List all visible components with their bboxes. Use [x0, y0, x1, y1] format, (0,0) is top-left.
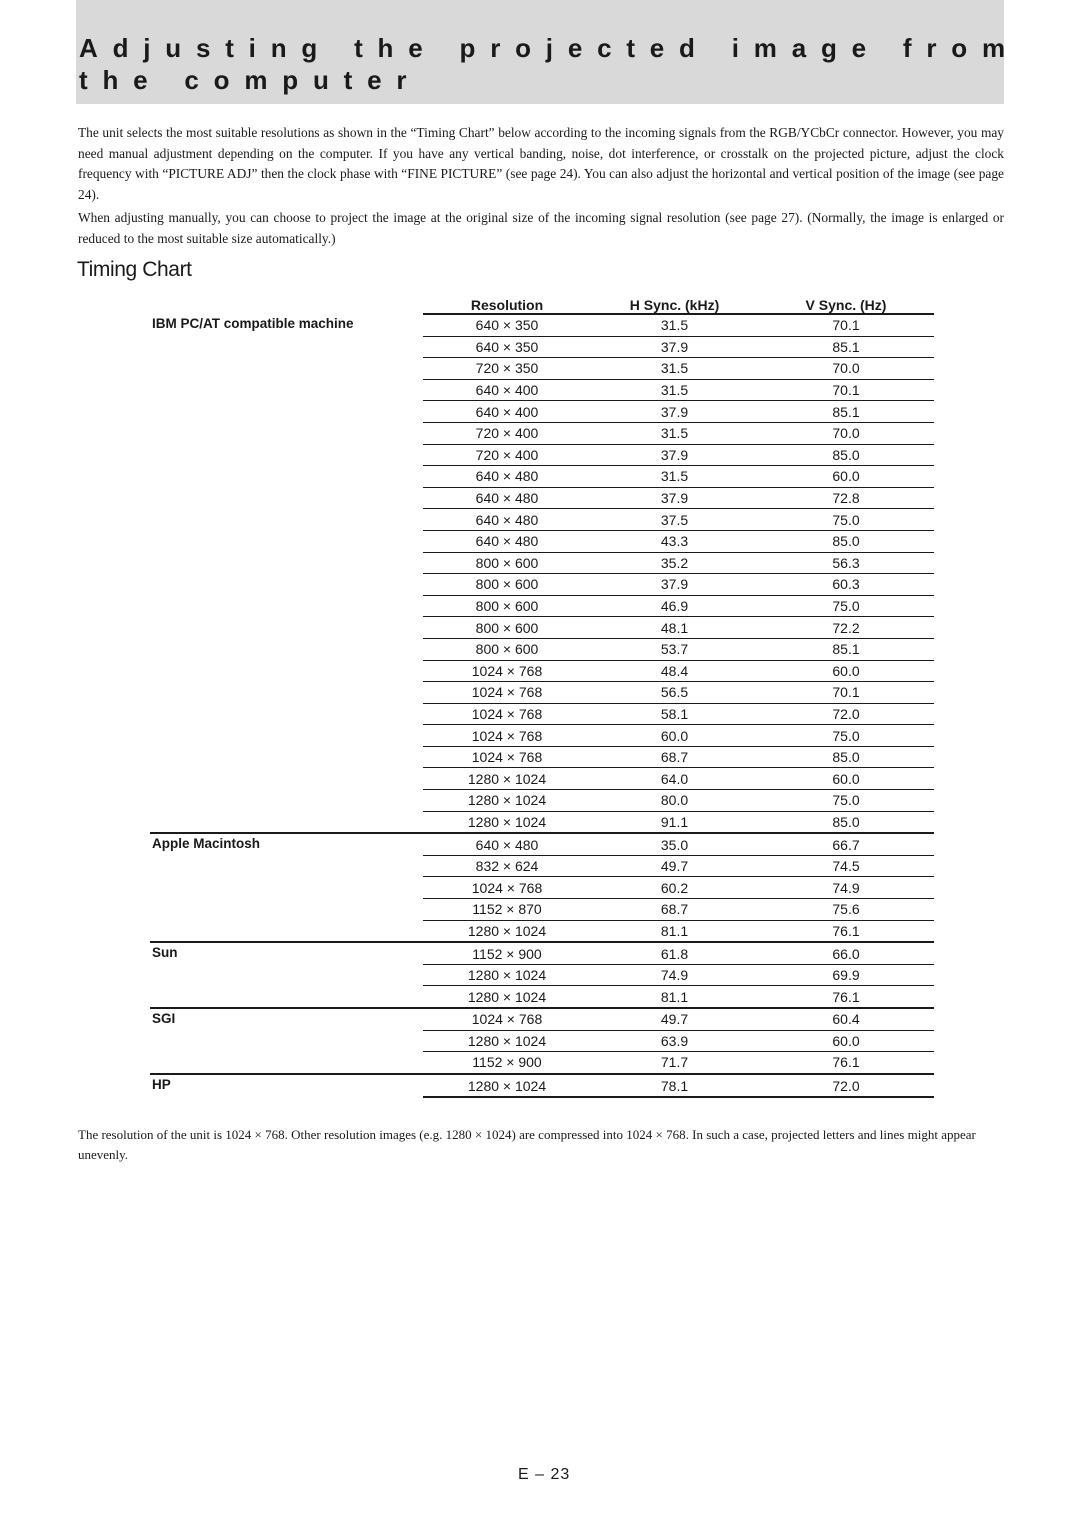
- v-sync-cell: 85.1: [758, 401, 934, 423]
- h-sync-cell: 58.1: [591, 703, 758, 725]
- table-header-row: [150, 291, 934, 314]
- resolution-cell: 1024 × 768: [423, 703, 591, 725]
- v-sync-cell: 70.0: [758, 358, 934, 380]
- machine-group-label: SGI: [150, 1008, 423, 1074]
- intro-paragraph-2: When adjusting manually, you can choose to project the image at the original size of the incoming signal resolution (see page 27). (Normally, the image is enlarged or reduced to the most suitable size automatically.): [78, 210, 1004, 246]
- h-sync-cell: 91.1: [591, 811, 758, 833]
- page-title-line-1: Adjusting the projected image from: [79, 33, 1020, 63]
- v-sync-cell: 85.1: [758, 336, 934, 358]
- h-sync-cell: 53.7: [591, 638, 758, 660]
- resolution-cell: 640 × 400: [423, 379, 591, 401]
- v-sync-cell: 75.0: [758, 790, 934, 812]
- h-sync-cell: 48.1: [591, 617, 758, 639]
- resolution-cell: 720 × 400: [423, 444, 591, 466]
- v-sync-cell: 72.0: [758, 1074, 934, 1098]
- v-sync-cell: 75.6: [758, 899, 934, 921]
- h-sync-cell: 31.5: [591, 314, 758, 336]
- h-sync-cell: 31.5: [591, 358, 758, 380]
- resolution-cell: 800 × 600: [423, 574, 591, 596]
- h-sync-cell: 71.7: [591, 1052, 758, 1074]
- v-sync-cell: 69.9: [758, 964, 934, 986]
- h-sync-cell: 74.9: [591, 964, 758, 986]
- h-sync-cell: 35.0: [591, 833, 758, 855]
- header-v-sync: V Sync. (Hz): [758, 291, 934, 314]
- v-sync-cell: 85.0: [758, 444, 934, 466]
- v-sync-cell: 85.0: [758, 746, 934, 768]
- resolution-cell: 640 × 480: [423, 833, 591, 855]
- h-sync-cell: 56.5: [591, 682, 758, 704]
- v-sync-cell: 76.1: [758, 1052, 934, 1074]
- page-title-banner: [76, 0, 1020, 104]
- h-sync-cell: 60.0: [591, 725, 758, 747]
- timing-chart-table: [150, 291, 934, 1098]
- v-sync-cell: 72.2: [758, 617, 934, 639]
- v-sync-cell: 75.0: [758, 595, 934, 617]
- h-sync-cell: 37.9: [591, 401, 758, 423]
- resolution-cell: 720 × 400: [423, 422, 591, 444]
- machine-group-label: HP: [150, 1074, 423, 1098]
- h-sync-cell: 68.7: [591, 746, 758, 768]
- resolution-cell: 1280 × 1024: [423, 790, 591, 812]
- v-sync-cell: 66.0: [758, 942, 934, 964]
- table-row: [150, 1074, 934, 1098]
- v-sync-cell: 66.7: [758, 833, 934, 855]
- h-sync-cell: 81.1: [591, 986, 758, 1008]
- table-row: [150, 833, 934, 855]
- v-sync-cell: 72.8: [758, 487, 934, 509]
- v-sync-cell: 85.1: [758, 638, 934, 660]
- h-sync-cell: 31.5: [591, 379, 758, 401]
- v-sync-cell: 70.0: [758, 422, 934, 444]
- intro-paragraph-1: The unit selects the most suitable resolutions as shown in the “Timing Chart” below according to the incoming signals from the RGB/YCbCr connector. However, you may need manual adjustment depending on the computer. If you have any vertical banding, noise, dot interference, or crosstalk on the projected picture, adjust the clock frequency with “PICTURE ADJ” then the clock phase with “FINE PICTURE” (see page 24). You can also adjust the horizontal and vertical position of the image (see page 24).: [78, 125, 1004, 202]
- h-sync-cell: 46.9: [591, 595, 758, 617]
- timing-chart-heading: Timing Chart: [77, 258, 192, 281]
- resolution-cell: 1024 × 768: [423, 746, 591, 768]
- v-sync-cell: 60.0: [758, 768, 934, 790]
- resolution-cell: 1152 × 900: [423, 942, 591, 964]
- machine-group-label: IBM PC/AT compatible machine: [152, 316, 354, 331]
- resolution-cell: 640 × 480: [423, 466, 591, 488]
- v-sync-cell: 60.0: [758, 660, 934, 682]
- h-sync-cell: 60.2: [591, 877, 758, 899]
- table-row: [150, 942, 934, 964]
- v-sync-cell: 60.4: [758, 1008, 934, 1030]
- resolution-cell: 800 × 600: [423, 552, 591, 574]
- h-sync-cell: 37.9: [591, 574, 758, 596]
- v-sync-cell: 60.3: [758, 574, 934, 596]
- resolution-cell: 640 × 480: [423, 509, 591, 531]
- table-row: [150, 1008, 934, 1030]
- h-sync-cell: 64.0: [591, 768, 758, 790]
- h-sync-cell: 63.9: [591, 1030, 758, 1052]
- page-number: E – 23: [518, 1466, 571, 1483]
- v-sync-cell: 74.5: [758, 855, 934, 877]
- resolution-cell: 1024 × 768: [423, 682, 591, 704]
- h-sync-cell: 49.7: [591, 855, 758, 877]
- h-sync-cell: 35.2: [591, 552, 758, 574]
- v-sync-cell: 76.1: [758, 920, 934, 942]
- resolution-cell: 832 × 624: [423, 855, 591, 877]
- v-sync-cell: 85.0: [758, 530, 934, 552]
- timing-table-body: [150, 314, 934, 1097]
- resolution-cell: 1024 × 768: [423, 725, 591, 747]
- h-sync-cell: 31.5: [591, 466, 758, 488]
- v-sync-cell: 60.0: [758, 466, 934, 488]
- resolution-cell: 640 × 350: [423, 336, 591, 358]
- h-sync-cell: 37.9: [591, 487, 758, 509]
- page-title-line-2: the computer: [79, 65, 422, 95]
- v-sync-cell: 60.0: [758, 1030, 934, 1052]
- resolution-cell: 1024 × 768: [423, 660, 591, 682]
- resolution-cell: 1024 × 768: [423, 1008, 591, 1030]
- resolution-cell: 1280 × 1024: [423, 768, 591, 790]
- v-sync-cell: 70.1: [758, 379, 934, 401]
- header-machine-cell: [150, 291, 423, 314]
- resolution-cell: 1280 × 1024: [423, 986, 591, 1008]
- h-sync-cell: 78.1: [591, 1074, 758, 1098]
- resolution-cell: 800 × 600: [423, 595, 591, 617]
- v-sync-cell: 56.3: [758, 552, 934, 574]
- h-sync-cell: 43.3: [591, 530, 758, 552]
- v-sync-cell: 76.1: [758, 986, 934, 1008]
- h-sync-cell: 37.5: [591, 509, 758, 531]
- header-resolution: Resolution: [423, 291, 591, 314]
- intro-text: [78, 123, 1004, 252]
- h-sync-cell: 61.8: [591, 942, 758, 964]
- resolution-cell: 1152 × 900: [423, 1052, 591, 1074]
- h-sync-cell: 37.9: [591, 444, 758, 466]
- h-sync-cell: 81.1: [591, 920, 758, 942]
- table-row: [150, 314, 934, 336]
- v-sync-cell: 75.0: [758, 725, 934, 747]
- v-sync-cell: 85.0: [758, 811, 934, 833]
- h-sync-cell: 48.4: [591, 660, 758, 682]
- h-sync-cell: 49.7: [591, 1008, 758, 1030]
- resolution-cell: 1152 × 870: [423, 899, 591, 921]
- h-sync-cell: 37.9: [591, 336, 758, 358]
- resolution-cell: 1024 × 768: [423, 877, 591, 899]
- header-h-sync: H Sync. (kHz): [591, 291, 758, 314]
- resolution-cell: 1280 × 1024: [423, 1074, 591, 1098]
- resolution-cell: 640 × 400: [423, 401, 591, 423]
- h-sync-cell: 31.5: [591, 422, 758, 444]
- resolution-cell: 1280 × 1024: [423, 964, 591, 986]
- resolution-cell: 640 × 480: [423, 530, 591, 552]
- resolution-cell: 800 × 600: [423, 638, 591, 660]
- v-sync-cell: 75.0: [758, 509, 934, 531]
- resolution-cell: 1280 × 1024: [423, 920, 591, 942]
- h-sync-cell: 80.0: [591, 790, 758, 812]
- resolution-cell: 640 × 350: [423, 314, 591, 336]
- resolution-cell: 1280 × 1024: [423, 1030, 591, 1052]
- machine-group-label: Sun: [150, 942, 423, 1008]
- machine-group-label: Apple Macintosh: [150, 833, 423, 942]
- v-sync-cell: 72.0: [758, 703, 934, 725]
- v-sync-cell: 70.1: [758, 314, 934, 336]
- footnote: The resolution of the unit is 1024 × 768. Other resolution images (e.g. 1280 × 1024) are compressed into 1024 × 768. In such a case, projected letters and lines might appear unevenly.: [78, 1127, 976, 1162]
- resolution-cell: 1280 × 1024: [423, 811, 591, 833]
- resolution-cell: 640 × 480: [423, 487, 591, 509]
- resolution-cell: 800 × 600: [423, 617, 591, 639]
- v-sync-cell: 70.1: [758, 682, 934, 704]
- resolution-cell: 720 × 350: [423, 358, 591, 380]
- h-sync-cell: 68.7: [591, 899, 758, 921]
- v-sync-cell: 74.9: [758, 877, 934, 899]
